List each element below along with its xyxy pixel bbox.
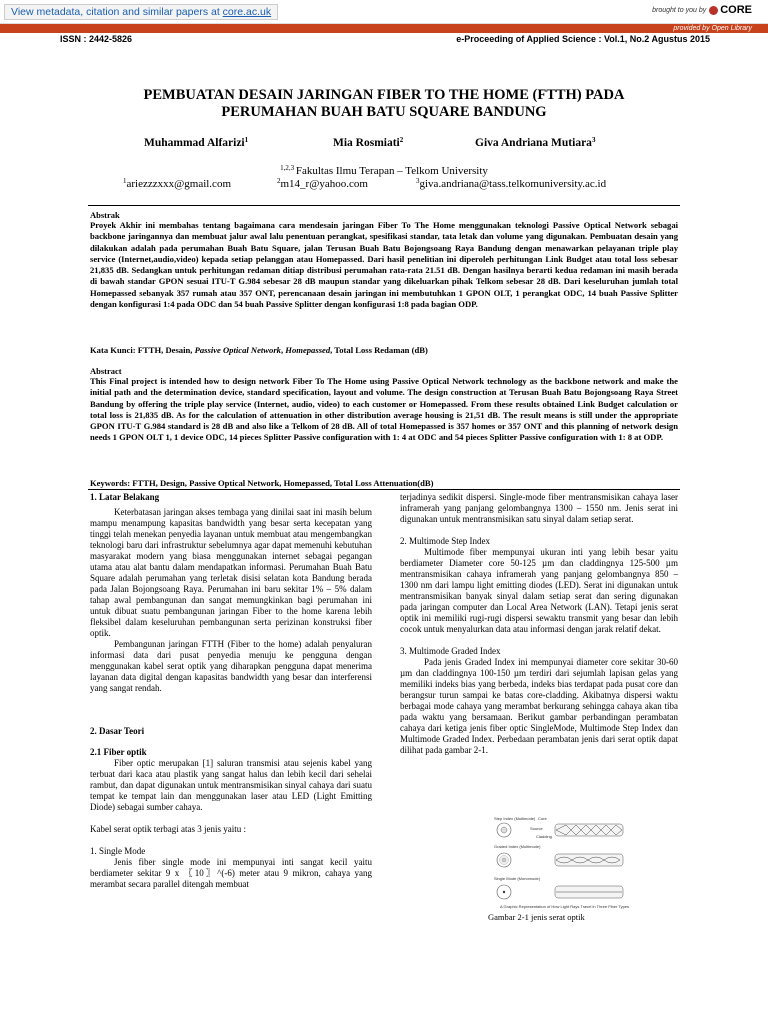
- fig-label-graded: Graded Index (Multimode): [494, 844, 541, 849]
- step-index-heading: 2. Multimode Step Index: [400, 536, 490, 546]
- abstrak-heading: Abstrak: [90, 210, 120, 220]
- abstract-body: This Final project is intended how to design network Fiber To The Home using Passive Optical Network technology as the backbone network and make the initial path and the determination device, standard specification, layout and volume. The design construction at Terusan Buah Batu Bojongsoang Raya Street Bandung by offering the triple play service (Internet, audio, video) to each customer or Homepassed. From these results obtained Link Budget calculation or total loss is 21,835 dB. As for the calculation of attenuation in other distribution average housing is 21,51 dB. The result means is still under the appropriate GPON ITU-T G.984 standard is 28 dB and also like a Telkom of 28 dB. All of total Homepassed is 357 homes or 357 ONT and this planning of network design needs 1 GPON OLT 1, 1 device ODC, 14 pieces Splitter Passive configuration with 1: 4 at ODC and 54 pieces Splitter Passive configuration with 1: 8 at ODP.: [90, 376, 678, 443]
- core-metadata-link[interactable]: [4, 4, 278, 20]
- section-2-1-heading: 2.1 Fiber optik: [90, 747, 147, 757]
- journal-label: e-Proceeding of Applied Science : Vol.1, No.2 Agustus 2015: [456, 34, 710, 44]
- author-1: Muhammad Alfarizi$^1$: [144, 136, 249, 149]
- section-1-para-1: Keterbatasan jaringan akses tembaga yang dinilai saat ini masih belum mampu menampung kapasitas bandwidth yang besar serta kecepatan yang tinggi telah menekan penyedia layanan untuk membuat atau mengembangkan teknologi baru dari infrastruktur sebelumnya agar dapat memenuhi kebutuhan masyarakat modern yang biasa menggunakan internet sebagai pegangan utama atau alat bantu dalam mendapatkan informasi. Perumahan Buah Batu Square adalah perumahan yang terletak disisi selatan kota Bandung berada pada Jalan Bojongsoang Raya. Perumahan ini baru sekitar 1% – 5% dalam tahap awal pembangunan dan sangat memungkinkan bagi perumahan ini untuk dibuat suatu pembangunan jaringan Fiber to the home karena lebih fleksibel dalam keseluruhan pembangunan serta perizinan konstruksi fiber optik.: [90, 507, 372, 638]
- author-3: Giva Andriana Mutiara$^3$: [475, 136, 596, 149]
- section-1-heading: 1. Latar Belakang: [90, 492, 160, 502]
- single-mode-continued: terjadinya sedikit dispersi. Single-mode fiber mentransmisikan cahaya laser inframerah yang panjang gelombangnya 1300 – 1550 nm. Jenis serat ini digunakan untuk mentransmisikan satu sinyal dalam setiap serat.: [400, 492, 678, 524]
- single-mode-para: Jenis fiber single mode ini mempunyai inti sangat kecil yaitu berdiameter sekitar 9 x 〖10〗^(-6) meter atau 9 mikron, cahaya yang merambat secara parallel ditengah membuat: [90, 857, 372, 889]
- core-link-domain[interactable]: core.ac.uk: [222, 6, 272, 18]
- fiber-types-figure: [480, 814, 630, 924]
- fig-label-single: Single Mode (Monomode): [494, 876, 541, 881]
- section-2-1-para-1: Fiber optic merupakan [1] saluran transmisi atau sejenis kabel yang terbuat dari kaca atau plastik yang sangat halus dan lebih kecil dari sehelai rambut, dan dapat digunakan untuk mentransmisikan sinyal cahaya dari suatu tempat ke tempat lain dan menggunakan laser atau LED (Light Emitting Diode) sebagai sumber cahaya.: [90, 758, 372, 812]
- section-1-para-2: Pembangunan jaringan FTTH (Fiber to the home) adalah penyaluran informasi data dari pusat penyedia menuju ke pengguna dengan menggunakan kabel serat optik yang diharapkan pengguna dapat menerima layanan data digital dengan kapasitas bandwidth yang besar dan interferensi yang sangat rendah.: [90, 639, 372, 693]
- core-logo-icon: [709, 6, 718, 15]
- fig-footnote: A Graphic Representation of How Light Rays Travel in Three Fiber Types: [500, 904, 630, 909]
- email-1: $^1$ariezzzxxx@gmail.com: [123, 177, 231, 190]
- email-2: $^2$m14_r@yahoo.com: [277, 177, 368, 190]
- single-mode-diagram: [497, 885, 623, 899]
- abstract-heading: Abstract: [90, 366, 122, 376]
- abstrak-body: Proyek Akhir ini membahas tentang bagaimana cara mendesain jaringan Fiber To The Home menggunakan teknologi Passive Optical Network sebagai backbone jaringannya dan membuat jalur awal lalu penentuan perangkat, spesifikasi standar, tata letak dan volume yang digunakan. Pembuatan desain yang dilakukan adalah pada perumahan Buah Batu Square, jalan Terusan Buah Batu Bojongsoang Raya Bandung dengan menawarkan pelayanan triple play service (Internet,audio,video) kepada setiap pelanggan atau Homepassed. Dari hasil penelitian ini diperoleh perhitungan Link Budget atau total loss sebesar 21,835 dB. Sedangkan untuk perhitungan redaman ditiap distribusi perumahan rata-rata 21.51 dB. Dengan hasilnya berarti kedua redaman ini masih berada di bawah standar GPON sesuai ITU-T G.984 sebesar 28 dB maupun standar yang dikeluarkan pihak Telkom sebesar 28 dB. Dari keseluruhan jumlah total Homepassed sebanyak 357 rumah atau 357 ONT, perencanaan desain jaringan ini membutuhkan 1 GPON OLT, 1 perangkat ODC, 14 buah Passive Splitter dengan konfigurasi 1:4 pada ODC dan 54 buah Passive Splitter dengan konfigurasi 1:8 pada bagian ODP.: [90, 220, 678, 310]
- section-2-heading: 2. Dasar Teori: [90, 726, 145, 736]
- keywords: Keywords: FTTH, Design, Passive Optical Network, Homepassed, Total Loss Attenuation(dB): [90, 478, 434, 488]
- core-banner: [0, 0, 768, 24]
- divider-bottom: [88, 489, 680, 490]
- core-branding: [652, 4, 752, 16]
- email-3: $^3$giva.andriana@tass.telkomuniversity.ac.id: [416, 177, 607, 190]
- graded-index-heading: 3. Multimode Graded Index: [400, 646, 501, 656]
- core-logo-text: CORE: [720, 4, 752, 16]
- step-index-diagram: [497, 823, 623, 837]
- core-link-prefix: View metadata, citation and similar papers at: [11, 6, 223, 18]
- divider-top: [88, 205, 680, 206]
- title-line-2: PERUMAHAN BUAH BATU SQUARE BANDUNG: [221, 104, 547, 120]
- provider-bar: [0, 24, 768, 33]
- section-2-1-para-2: Kabel serat optik terbagi atas 3 jenis yaitu :: [90, 824, 246, 834]
- author-2: Mia Rosmiati$^2$: [333, 136, 404, 149]
- kata-kunci: Kata Kunci: FTTH, Desain, Passive Optical Network, Homepassed, Total Loss Redaman (dB): [90, 345, 428, 355]
- paper-title: [100, 87, 668, 121]
- fig-label-core: Core: [538, 816, 547, 821]
- title-line-1: PEMBUATAN DESAIN JARINGAN FIBER TO THE HOME (FTTH) PADA: [143, 87, 625, 103]
- graded-index-para: Pada jenis Graded Index ini mempunyai diameter core sekitar 30-60 µm dan claddingnya 100-150 µm terdiri dari sejumlah lapisan gelas yang memiliki indeks bias yang berbeda, indeks bias terdapat pada pusat core dan berangsur turun sampai ke batas core-cladding. Akibatnya dispersi waktu berbagai mode cahaya yang merambat berkurang sehingga cahaya akan tiba pada waktu yang bersamaan. Berikut gambar perbandingan perambatan cahaya dari ketiga jenis fiber optic SingleMode, Multimode Step Index dan Multimode Graded Index. Perbedaan perambatan jenis dari serat optik dapat dilihat pada gambar 2-1.: [400, 657, 678, 755]
- provided-by-text[interactable]: provided by Open Library: [673, 25, 752, 32]
- fig-label-source: Source: [530, 826, 543, 831]
- brought-by-text: brought to you by: [652, 6, 707, 14]
- graded-index-diagram: [497, 853, 623, 867]
- affiliation: $^{1,2,3}$ Fakultas Ilmu Terapan – Telkom University: [280, 164, 488, 177]
- figure-caption: Gambar 2-1 jenis serat optik: [488, 912, 585, 922]
- core-logo[interactable]: [709, 4, 752, 16]
- issn-label: ISSN : 2442-5826: [60, 34, 133, 44]
- step-index-para: Multimode fiber mempunyai ukuran inti yang lebih besar yaitu berdiameter Diameter core 50-125 µm dan claddingnya 125-500 µm mentransmisikan cahaya inframerah yang panjang gelombangnya 850 – 1300 nm dari lampu light emitting diodes (LED). Serat ini digunakan untuk mentransmisikan banyak sinyal dalam setiap serat dan sering digunakan pada jaringan computer dan Local Area Network (LAN). Tetapi jenis serat optik ini memiliki rugi-rugi dispersi sewaktu transmit yang besar dan lebih cocok untuk menyalurkan data atau informasi dengan jarak relatif dekat.: [400, 547, 678, 634]
- right-column: [400, 492, 678, 756]
- fig-label-step: Step Index (Multimode): [494, 816, 536, 821]
- fig-label-cladding: Cladding: [536, 834, 552, 839]
- single-mode-heading: 1. Single Mode: [90, 846, 146, 856]
- left-column: [90, 492, 372, 890]
